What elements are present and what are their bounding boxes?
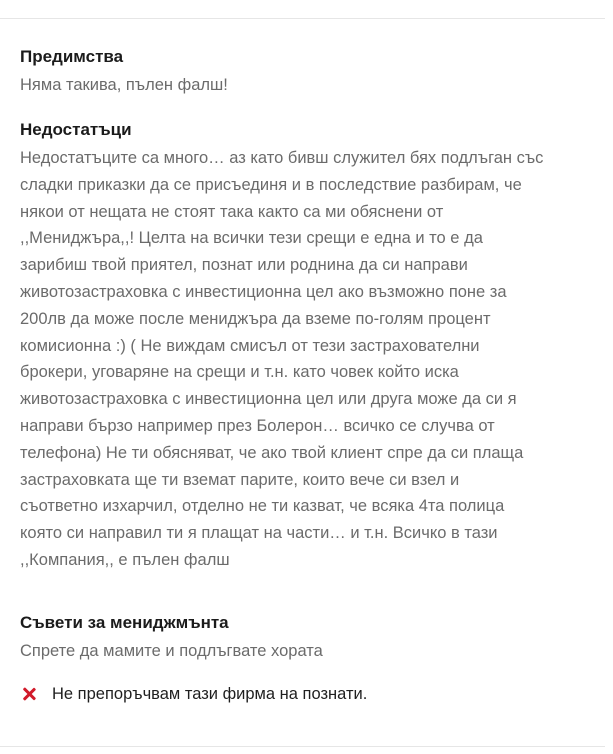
- advice-section: [20, 612, 605, 665]
- pros-text: Няма такива, пълен фалш!: [20, 76, 228, 94]
- cons-text-line: застраховката ще ти вземат парите, които вече си взел и: [20, 470, 460, 489]
- cons-heading: Недостатъци: [20, 120, 132, 139]
- pros-section: [20, 46, 605, 99]
- advice-heading: Съвети за мениджмънта: [20, 613, 229, 632]
- cons-text-line: ,,Мениджъра,,! Целта на всички тези срещи е една и то е да: [20, 229, 483, 248]
- top-divider: [0, 18, 605, 19]
- pros-heading: Предимства: [20, 47, 124, 66]
- cons-text-line: направи бързо например през Болерон… всичко се случва от: [20, 416, 495, 435]
- bottom-divider: [0, 746, 605, 747]
- cons-text-line: 200лв да може после мениджъра да вземе по-голям процент: [20, 309, 491, 328]
- recommendation-text: Не препоръчвам тази фирма на познати.: [52, 685, 368, 703]
- cons-text-line: ,,Компания,, е пълен фалш: [20, 550, 230, 569]
- cons-text-line: животозастраховка с инвестиционна цел ако възможно поне за: [20, 282, 507, 301]
- cons-text-line: брокери, уговаряне на срещи и т.н. като човек който иска: [20, 363, 459, 382]
- cons-text-line: комисионна :) ( Не виждам смисъл от тези застрахователни: [20, 336, 480, 355]
- recommendation-row: [20, 681, 367, 707]
- cons-text-line: съответно изхарчил, отделно не ти казват, че всяка 4та полица: [20, 497, 505, 516]
- cons-text-line: някои от нещата не стоят така както са ми обяснени от: [20, 202, 444, 221]
- cons-text-line: животозастраховка с инвестиционна цел или друга може да си я: [20, 390, 517, 409]
- cons-text-line: зарибиш твой приятел, познат или роднина да си направи: [20, 256, 468, 275]
- cons-text-line: Недостатъците са много… аз като бивш служител бях подлъган със: [20, 149, 544, 167]
- advice-text: Спрете да мамите и подлъгвате хората: [20, 642, 323, 660]
- cons-text-line: която си направил ти я плащат на части… и т.н. Всичко в тази: [20, 524, 498, 543]
- cons-text: [20, 145, 605, 574]
- cons-section: [20, 119, 605, 574]
- cons-text-line: сладки приказки да се присъединя и в последствие разбирам, че: [20, 175, 522, 194]
- x-icon: [20, 685, 38, 703]
- cons-text-line: телефона) Не ти обясняват, че ако твой клиент спре да си плаща: [20, 443, 524, 462]
